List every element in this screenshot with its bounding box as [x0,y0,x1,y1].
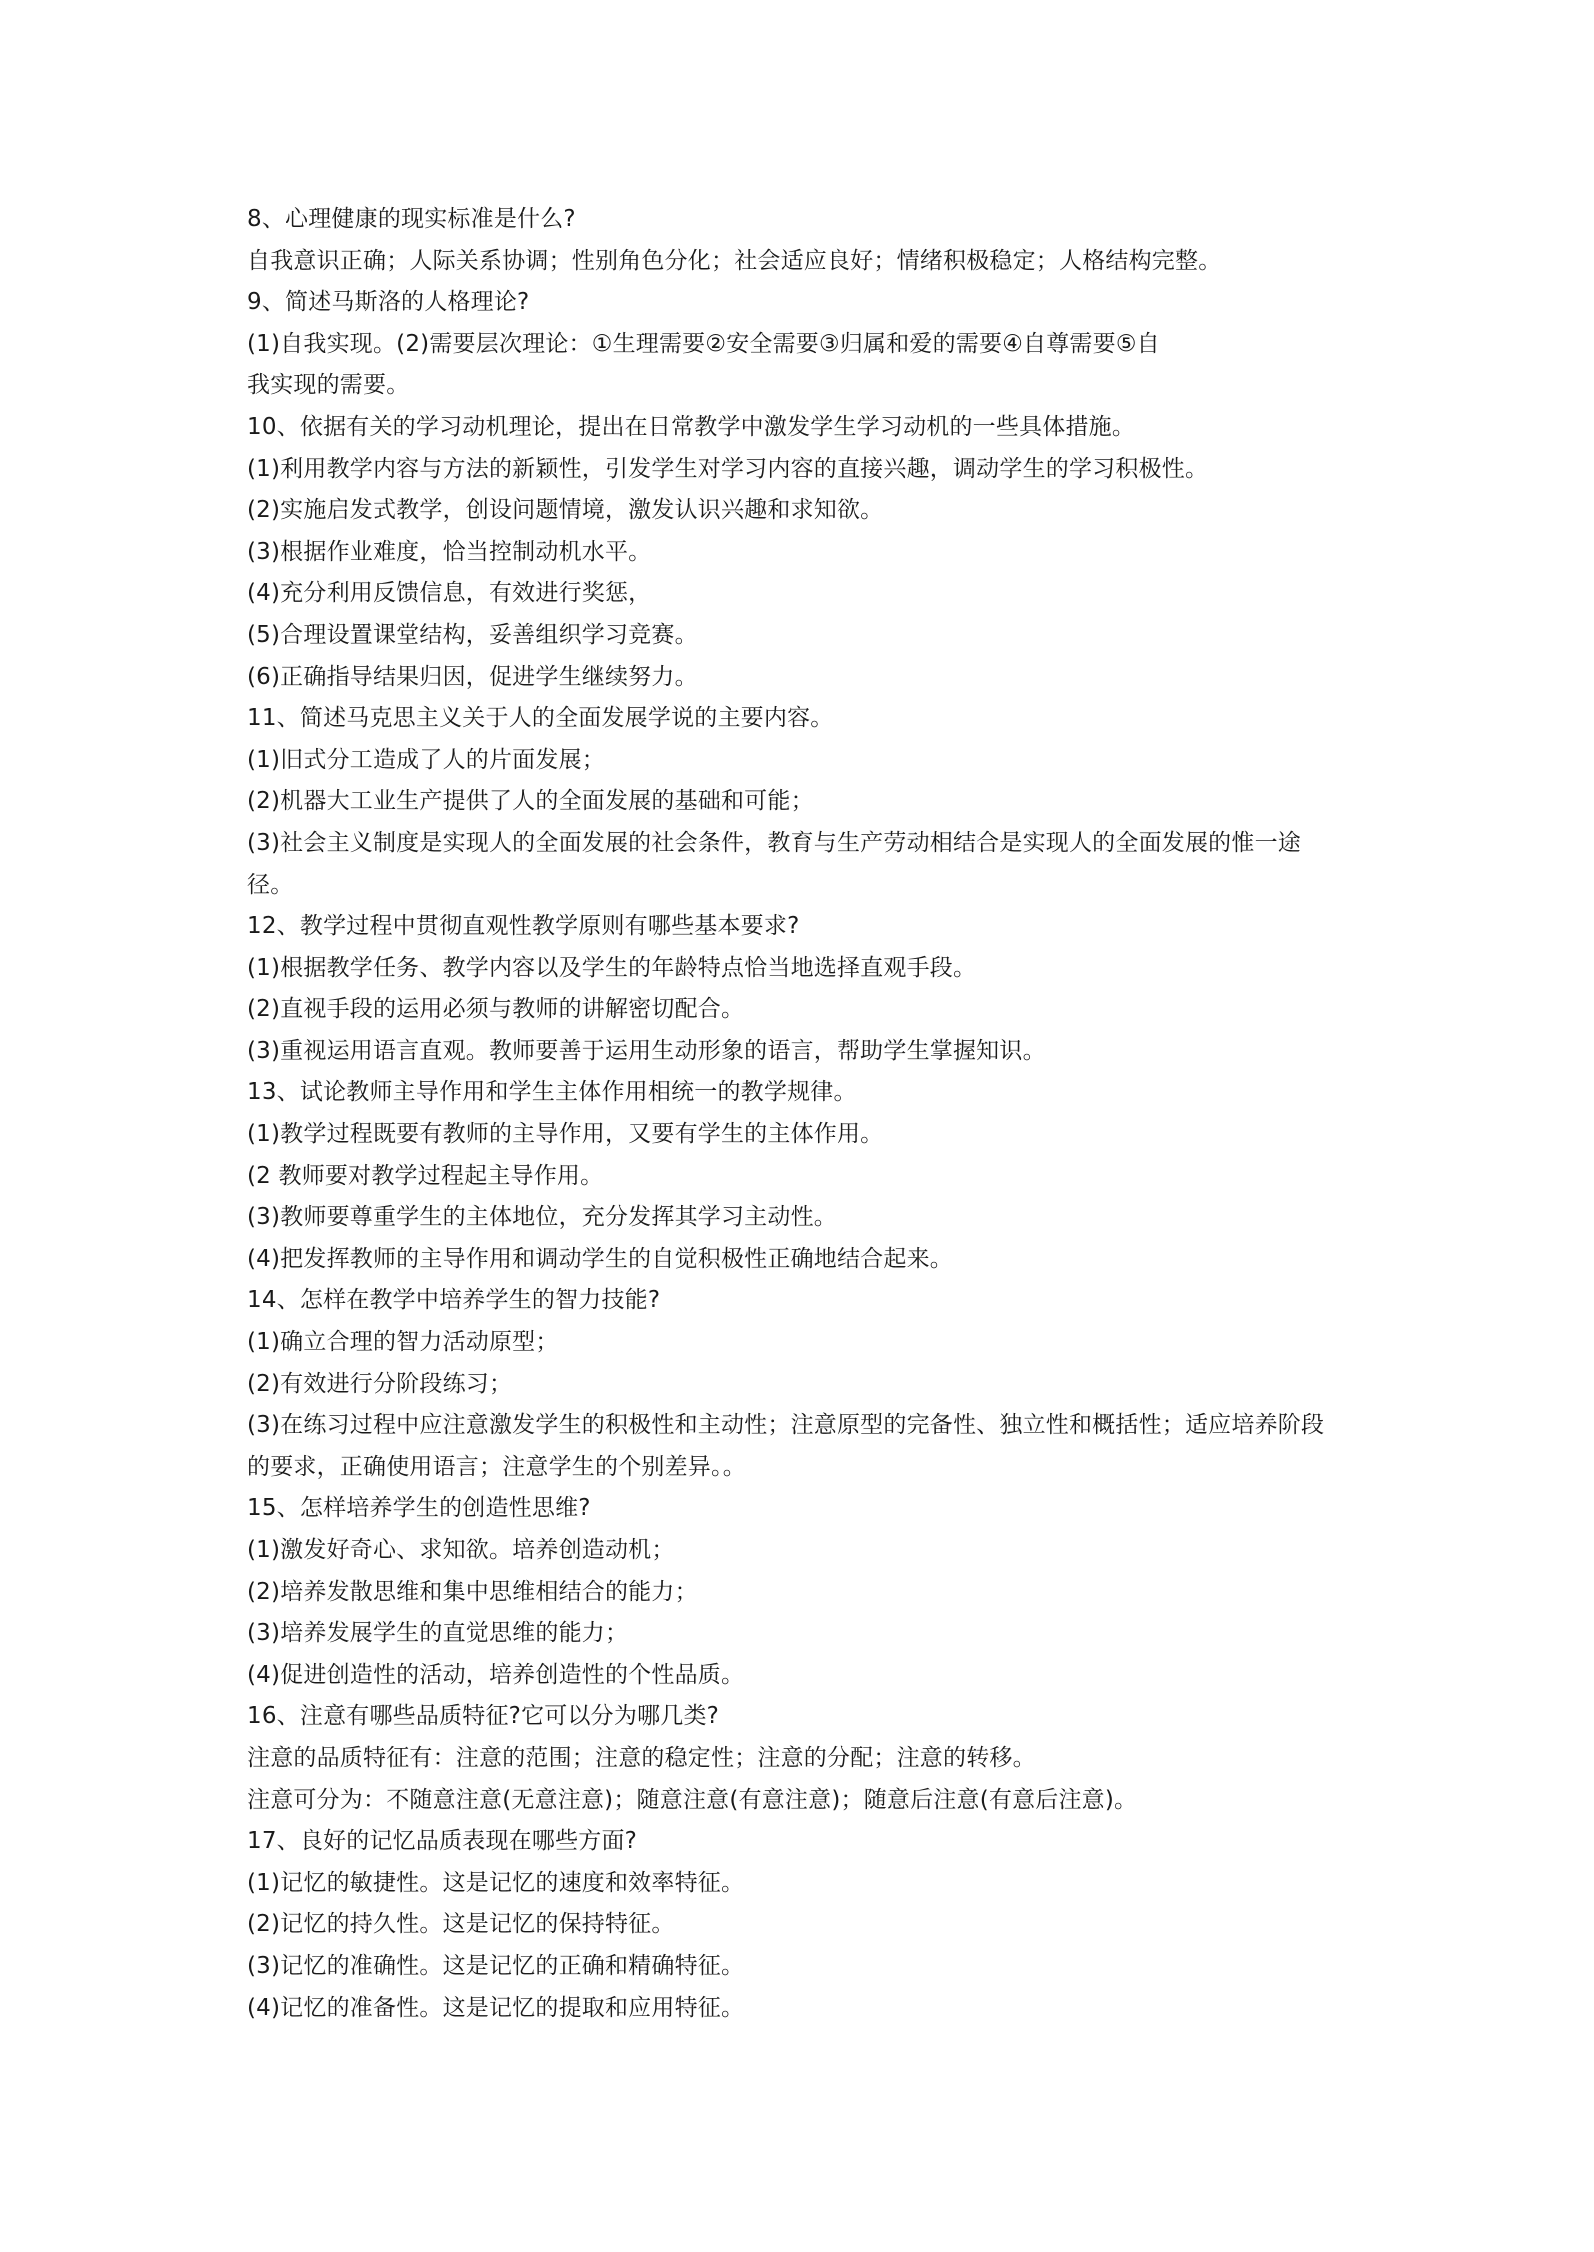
answer-line: (2)直视手段的运用必须与教师的讲解密切配合。 [247,996,745,1023]
question-8-title: 8、心理健康的现实标准是什么? [247,206,576,232]
answer-line: (4)促进创造性的活动，培养创造性的个性品质。 [247,1661,745,1688]
answer-line: (5)合理设置课堂结构，妥善组织学习竞赛。 [247,621,698,648]
question-13-title: 13、试论教师主导作用和学生主体作用相统一的教学规律。 [247,1079,857,1106]
answer-line: (1)确立合理的智力活动原型； [247,1329,559,1356]
answer-line: (3)在练习过程中应注意激发学生的积极性和主动性；注意原型的完备性、独立性和概括性；适应培养阶段 [247,1412,1325,1439]
answer-line: (2)培养发散思维和集中思维相结合的能力； [247,1578,698,1605]
answer-line: 注意的品质特征有：注意的范围；注意的稳定性；注意的分配；注意的转移。 [247,1744,1036,1771]
answer-line: (1)利用教学内容与方法的新颖性，引发学生对学习内容的直接兴趣，调动学生的学习积极性。 [247,455,1209,482]
answer-line: (2)实施启发式教学，创设问题情境，激发认识兴趣和求知欲。 [247,497,884,524]
question-12-title: 12、教学过程中贯彻直观性教学原则有哪些基本要求? [247,913,800,940]
question-17-title: 17、良好的记忆品质表现在哪些方面? [247,1828,638,1855]
answer-line: (1)根据教学任务、教学内容以及学生的年龄特点恰当地选择直观手段。 [247,954,977,981]
answer-line: (3)培养发展学生的直觉思维的能力； [247,1620,629,1647]
answer-line: 自我意识正确；人际关系协调；性别角色分化；社会适应良好；情绪积极稳定；人格结构完整。 [247,247,1222,274]
answer-line: 我实现的需要。 [247,372,410,399]
answer-line: (1)旧式分工造成了人的片面发展； [247,746,605,773]
question-10-title: 10、依据有关的学习动机理论，提出在日常教学中激发学生学习动机的一些具体措施。 [247,413,1136,440]
answer-line: (3)记忆的准确性。这是记忆的正确和精确特征。 [247,1952,745,1979]
answer-line: (1)自我实现。(2)需要层次理论：①生理需要②安全需要③归属和爱的需要④自尊需要⑤自 [247,330,1160,357]
answer-line: (4)充分利用反馈信息，有效进行奖惩， [247,580,652,607]
document-page [247,199,1357,2029]
answer-line: (2)机器大工业生产提供了人的全面发展的基础和可能； [247,788,814,815]
question-16-title: 16、注意有哪些品质特征?它可以分为哪几类? [247,1703,720,1730]
answer-line: 注意可分为：不随意注意(无意注意)；随意注意(有意注意)；随意后注意(有意后注意)。 [247,1786,1138,1813]
answer-line: (2)有效进行分阶段练习； [247,1370,513,1397]
answer-line: (6)正确指导结果归因，促进学生继续努力。 [247,663,698,690]
answer-line: (3)社会主义制度是实现人的全面发展的社会条件，教育与生产劳动相结合是实现人的全面发展的惟一途 [247,829,1301,856]
answer-line: (1)激发好奇心、求知欲。培养创造动机； [247,1537,675,1563]
answer-line: (3)教师要尊重学生的主体地位，充分发挥其学习主动性。 [247,1204,837,1231]
answer-line: 径。 [247,871,294,898]
question-14-title: 14、怎样在教学中培养学生的智力技能? [247,1287,661,1314]
answer-line: (2)记忆的持久性。这是记忆的保持特征。 [247,1911,675,1938]
answer-line: (4)记忆的准备性。这是记忆的提取和应用特征。 [247,1994,745,2021]
answer-line: (3)重视运用语言直观。教师要善于运用生动形象的语言，帮助学生掌握知识。 [247,1037,1046,1064]
answer-line: (3)根据作业难度，恰当控制动机水平。 [247,538,652,565]
answer-line: (1)教学过程既要有教师的主导作用，又要有学生的主体作用。 [247,1121,884,1148]
question-11-title: 11、简述马克思主义关于人的全面发展学说的主要内容。 [247,705,834,732]
answer-line: 的要求，正确使用语言；注意学生的个别差异。。 [247,1453,746,1480]
answer-line: (2 教师要对教学过程起主导作用。 [247,1162,604,1189]
answer-line: (4)把发挥教师的主导作用和调动学生的自觉积极性正确地结合起来。 [247,1245,953,1272]
answer-line: (1)记忆的敏捷性。这是记忆的速度和效率特征。 [247,1869,745,1896]
question-9-title: 9、简述马斯洛的人格理论? [247,289,530,316]
question-15-title: 15、怎样培养学生的创造性思维? [247,1495,591,1522]
